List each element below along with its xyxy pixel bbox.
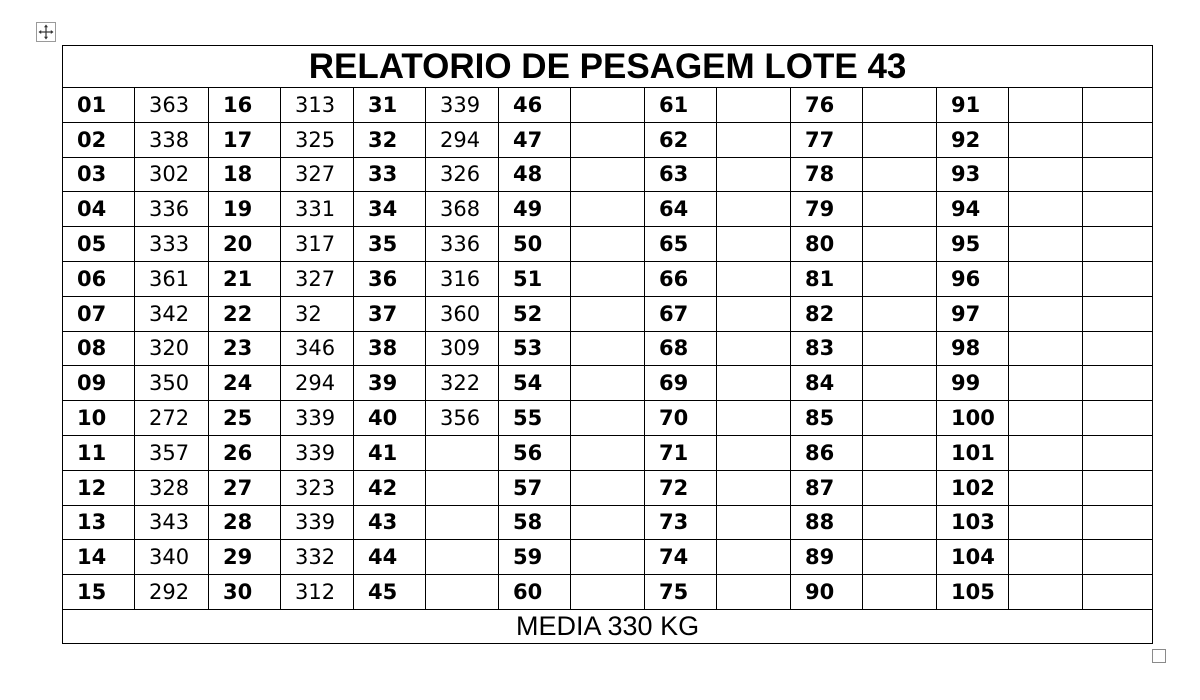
weight-cell[interactable] — [1009, 505, 1083, 540]
weight-cell[interactable] — [863, 227, 937, 262]
empty-cell[interactable] — [1083, 122, 1153, 157]
animal-number-cell[interactable]: 45 — [354, 575, 426, 610]
animal-number-cell[interactable]: 80 — [791, 227, 863, 262]
weight-cell[interactable]: 342 — [135, 296, 209, 331]
weight-cell[interactable] — [863, 88, 937, 123]
animal-number-cell[interactable]: 83 — [791, 331, 863, 366]
animal-number-cell[interactable]: 19 — [209, 192, 281, 227]
weight-cell[interactable] — [1009, 296, 1083, 331]
animal-number-cell[interactable]: 46 — [499, 88, 571, 123]
weight-cell[interactable] — [717, 157, 791, 192]
animal-number-cell[interactable]: 03 — [63, 157, 135, 192]
weight-cell[interactable] — [863, 192, 937, 227]
weight-cell[interactable] — [571, 401, 645, 436]
animal-number-cell[interactable]: 76 — [791, 88, 863, 123]
animal-number-cell[interactable]: 77 — [791, 122, 863, 157]
animal-number-cell[interactable]: 79 — [791, 192, 863, 227]
average-weight: MEDIA 330 KG — [63, 609, 1153, 643]
animal-number-cell[interactable]: 70 — [645, 401, 717, 436]
table-row — [63, 122, 1153, 157]
weight-cell[interactable] — [571, 157, 645, 192]
weight-cell[interactable] — [717, 331, 791, 366]
animal-number-cell[interactable]: 103 — [937, 505, 1009, 540]
animal-number-cell[interactable]: 27 — [209, 470, 281, 505]
weight-cell[interactable] — [717, 366, 791, 401]
weight-cell[interactable] — [571, 331, 645, 366]
animal-number-cell[interactable]: 47 — [499, 122, 571, 157]
weight-cell[interactable]: 302 — [135, 157, 209, 192]
table-row — [63, 470, 1153, 505]
animal-number-cell[interactable]: 104 — [937, 540, 1009, 575]
weight-cell[interactable] — [717, 505, 791, 540]
animal-number-cell[interactable]: 62 — [645, 122, 717, 157]
empty-cell[interactable] — [1083, 401, 1153, 436]
animal-number-cell[interactable]: 99 — [937, 366, 1009, 401]
animal-number-cell[interactable]: 01 — [63, 88, 135, 123]
report-title: RELATORIO DE PESAGEM LOTE 43 — [63, 46, 1153, 88]
weight-cell[interactable]: 339 — [281, 435, 354, 470]
weight-cell[interactable]: 320 — [135, 331, 209, 366]
table-row — [63, 157, 1153, 192]
animal-number-cell[interactable]: 12 — [63, 470, 135, 505]
weight-cell[interactable] — [1009, 122, 1083, 157]
weight-cell[interactable] — [717, 540, 791, 575]
weight-cell[interactable] — [717, 401, 791, 436]
weight-cell[interactable]: 292 — [135, 575, 209, 610]
animal-number-cell[interactable]: 06 — [63, 261, 135, 296]
weight-cell[interactable]: 312 — [281, 575, 354, 610]
animal-number-cell[interactable]: 37 — [354, 296, 426, 331]
animal-number-cell[interactable]: 22 — [209, 296, 281, 331]
weight-cell[interactable] — [717, 88, 791, 123]
animal-number-cell[interactable]: 85 — [791, 401, 863, 436]
animal-number-cell[interactable]: 78 — [791, 157, 863, 192]
animal-number-cell[interactable]: 69 — [645, 366, 717, 401]
animal-number-cell[interactable]: 36 — [354, 261, 426, 296]
weight-cell[interactable] — [717, 261, 791, 296]
animal-number-cell[interactable]: 100 — [937, 401, 1009, 436]
animal-number-cell[interactable]: 39 — [354, 366, 426, 401]
weight-cell[interactable] — [1009, 331, 1083, 366]
animal-number-cell[interactable]: 48 — [499, 157, 571, 192]
weight-cell[interactable] — [863, 401, 937, 436]
animal-number-cell[interactable]: 05 — [63, 227, 135, 262]
animal-number-cell[interactable]: 55 — [499, 401, 571, 436]
weight-cell[interactable] — [426, 435, 499, 470]
animal-number-cell[interactable]: 14 — [63, 540, 135, 575]
weight-cell[interactable]: 343 — [135, 505, 209, 540]
animal-number-cell[interactable]: 98 — [937, 331, 1009, 366]
weight-cell[interactable] — [863, 296, 937, 331]
table-row — [63, 505, 1153, 540]
table-row — [63, 227, 1153, 262]
animal-number-cell[interactable]: 50 — [499, 227, 571, 262]
weight-cell[interactable]: 327 — [281, 261, 354, 296]
empty-cell[interactable] — [1083, 192, 1153, 227]
animal-number-cell[interactable]: 20 — [209, 227, 281, 262]
weight-cell[interactable] — [1009, 192, 1083, 227]
weight-cell[interactable]: 294 — [426, 122, 499, 157]
weight-cell[interactable] — [426, 540, 499, 575]
weight-cell[interactable] — [1009, 366, 1083, 401]
animal-number-cell[interactable]: 16 — [209, 88, 281, 123]
weight-cell[interactable]: 336 — [426, 227, 499, 262]
empty-cell[interactable] — [1083, 435, 1153, 470]
weight-cell[interactable] — [863, 122, 937, 157]
weight-cell[interactable]: 309 — [426, 331, 499, 366]
table-row — [63, 88, 1153, 123]
animal-number-cell[interactable]: 25 — [209, 401, 281, 436]
animal-number-cell[interactable]: 24 — [209, 366, 281, 401]
animal-number-cell[interactable]: 44 — [354, 540, 426, 575]
weight-cell[interactable]: 331 — [281, 192, 354, 227]
animal-number-cell[interactable]: 71 — [645, 435, 717, 470]
animal-number-cell[interactable]: 72 — [645, 470, 717, 505]
weight-cell[interactable] — [571, 122, 645, 157]
animal-number-cell[interactable]: 95 — [937, 227, 1009, 262]
animal-number-cell[interactable]: 63 — [645, 157, 717, 192]
table-row — [63, 401, 1153, 436]
weight-cell[interactable]: 339 — [281, 401, 354, 436]
animal-number-cell[interactable]: 94 — [937, 192, 1009, 227]
empty-cell[interactable] — [1083, 88, 1153, 123]
animal-number-cell[interactable]: 92 — [937, 122, 1009, 157]
animal-number-cell[interactable]: 75 — [645, 575, 717, 610]
weight-cell[interactable]: 350 — [135, 366, 209, 401]
weight-cell[interactable] — [1009, 575, 1083, 610]
weighing-report-table — [62, 45, 1153, 644]
weight-cell[interactable] — [717, 122, 791, 157]
animal-number-cell[interactable]: 26 — [209, 435, 281, 470]
weight-cell[interactable] — [571, 470, 645, 505]
animal-number-cell[interactable]: 68 — [645, 331, 717, 366]
weight-cell[interactable] — [426, 575, 499, 610]
table-row — [63, 540, 1153, 575]
animal-number-cell[interactable]: 89 — [791, 540, 863, 575]
weight-cell[interactable] — [1009, 540, 1083, 575]
animal-number-cell[interactable]: 88 — [791, 505, 863, 540]
weight-cell[interactable] — [571, 366, 645, 401]
animal-number-cell[interactable]: 32 — [354, 122, 426, 157]
table-row — [63, 192, 1153, 227]
animal-number-cell[interactable]: 15 — [63, 575, 135, 610]
animal-number-cell[interactable]: 96 — [937, 261, 1009, 296]
animal-number-cell[interactable]: 17 — [209, 122, 281, 157]
table-row — [63, 331, 1153, 366]
weight-cell[interactable] — [717, 435, 791, 470]
weight-cell[interactable]: 361 — [135, 261, 209, 296]
weight-cell[interactable] — [863, 435, 937, 470]
animal-number-cell[interactable]: 58 — [499, 505, 571, 540]
animal-number-cell[interactable]: 35 — [354, 227, 426, 262]
weight-cell[interactable]: 316 — [426, 261, 499, 296]
weight-cell[interactable]: 333 — [135, 227, 209, 262]
weight-cell[interactable]: 294 — [281, 366, 354, 401]
animal-number-cell[interactable]: 11 — [63, 435, 135, 470]
weight-cell[interactable] — [1009, 435, 1083, 470]
animal-number-cell[interactable]: 08 — [63, 331, 135, 366]
animal-number-cell[interactable]: 59 — [499, 540, 571, 575]
weight-cell[interactable] — [863, 575, 937, 610]
animal-number-cell[interactable]: 21 — [209, 261, 281, 296]
weight-cell[interactable] — [571, 227, 645, 262]
animal-number-cell[interactable]: 82 — [791, 296, 863, 331]
animal-number-cell[interactable]: 86 — [791, 435, 863, 470]
animal-number-cell[interactable]: 90 — [791, 575, 863, 610]
animal-number-cell[interactable]: 73 — [645, 505, 717, 540]
weight-cell[interactable] — [1009, 227, 1083, 262]
animal-number-cell[interactable]: 87 — [791, 470, 863, 505]
weight-cell[interactable]: 323 — [281, 470, 354, 505]
animal-number-cell[interactable]: 56 — [499, 435, 571, 470]
animal-number-cell[interactable]: 60 — [499, 575, 571, 610]
weight-cell[interactable]: 356 — [426, 401, 499, 436]
animal-number-cell[interactable]: 91 — [937, 88, 1009, 123]
weight-cell[interactable] — [717, 575, 791, 610]
empty-cell[interactable] — [1083, 331, 1153, 366]
weight-cell[interactable]: 340 — [135, 540, 209, 575]
table-row — [63, 366, 1153, 401]
weight-cell[interactable]: 339 — [426, 88, 499, 123]
animal-number-cell[interactable]: 42 — [354, 470, 426, 505]
weight-cell[interactable] — [571, 575, 645, 610]
weight-cell[interactable]: 363 — [135, 88, 209, 123]
animal-number-cell[interactable]: 43 — [354, 505, 426, 540]
animal-number-cell[interactable]: 02 — [63, 122, 135, 157]
weight-cell[interactable] — [571, 540, 645, 575]
animal-number-cell[interactable]: 54 — [499, 366, 571, 401]
weight-cell[interactable]: 360 — [426, 296, 499, 331]
weight-cell[interactable] — [863, 470, 937, 505]
animal-number-cell[interactable]: 61 — [645, 88, 717, 123]
animal-number-cell[interactable]: 93 — [937, 157, 1009, 192]
weight-cell[interactable] — [717, 296, 791, 331]
animal-number-cell[interactable]: 04 — [63, 192, 135, 227]
animal-number-cell[interactable]: 65 — [645, 227, 717, 262]
animal-number-cell[interactable]: 07 — [63, 296, 135, 331]
weight-cell[interactable] — [717, 192, 791, 227]
weight-cell[interactable]: 327 — [281, 157, 354, 192]
table-row — [63, 296, 1153, 331]
animal-number-cell[interactable]: 52 — [499, 296, 571, 331]
empty-cell[interactable] — [1083, 366, 1153, 401]
empty-cell[interactable] — [1083, 261, 1153, 296]
animal-number-cell[interactable]: 74 — [645, 540, 717, 575]
animal-number-cell[interactable]: 84 — [791, 366, 863, 401]
animal-number-cell[interactable]: 67 — [645, 296, 717, 331]
weight-cell[interactable] — [571, 261, 645, 296]
empty-cell[interactable] — [1083, 296, 1153, 331]
animal-number-cell[interactable]: 102 — [937, 470, 1009, 505]
weight-cell[interactable]: 32 — [281, 296, 354, 331]
weight-cell[interactable]: 325 — [281, 122, 354, 157]
weight-cell[interactable] — [571, 88, 645, 123]
animal-number-cell[interactable]: 64 — [645, 192, 717, 227]
weight-cell[interactable] — [571, 296, 645, 331]
empty-cell[interactable] — [1083, 227, 1153, 262]
table-row — [63, 575, 1153, 610]
weight-cell[interactable] — [717, 470, 791, 505]
animal-number-cell[interactable]: 31 — [354, 88, 426, 123]
animal-number-cell[interactable]: 101 — [937, 435, 1009, 470]
animal-number-cell[interactable]: 40 — [354, 401, 426, 436]
empty-cell[interactable] — [1083, 505, 1153, 540]
animal-number-cell[interactable]: 34 — [354, 192, 426, 227]
animal-number-cell[interactable]: 57 — [499, 470, 571, 505]
animal-number-cell[interactable]: 10 — [63, 401, 135, 436]
weight-cell[interactable] — [863, 261, 937, 296]
weight-cell[interactable] — [1009, 88, 1083, 123]
table-row — [63, 435, 1153, 470]
animal-number-cell[interactable]: 53 — [499, 331, 571, 366]
empty-cell[interactable] — [1083, 470, 1153, 505]
table-resize-handle-icon[interactable] — [1152, 649, 1166, 663]
animal-number-cell[interactable]: 23 — [209, 331, 281, 366]
empty-cell[interactable] — [1083, 540, 1153, 575]
empty-cell[interactable] — [1083, 575, 1153, 610]
empty-cell[interactable] — [1083, 157, 1153, 192]
weight-cell[interactable] — [863, 157, 937, 192]
weight-cell[interactable]: 346 — [281, 331, 354, 366]
weight-cell[interactable]: 317 — [281, 227, 354, 262]
animal-number-cell[interactable]: 97 — [937, 296, 1009, 331]
table-move-handle-icon[interactable] — [36, 22, 56, 42]
weight-cell[interactable] — [1009, 261, 1083, 296]
animal-number-cell[interactable]: 41 — [354, 435, 426, 470]
animal-number-cell[interactable]: 51 — [499, 261, 571, 296]
weight-cell[interactable] — [1009, 401, 1083, 436]
weight-cell[interactable]: 272 — [135, 401, 209, 436]
weight-cell[interactable] — [571, 435, 645, 470]
weight-cell[interactable]: 357 — [135, 435, 209, 470]
weight-cell[interactable] — [863, 331, 937, 366]
animal-number-cell[interactable]: 29 — [209, 540, 281, 575]
weight-cell[interactable]: 313 — [281, 88, 354, 123]
weight-cell[interactable] — [863, 505, 937, 540]
animal-number-cell[interactable]: 66 — [645, 261, 717, 296]
weight-cell[interactable] — [571, 192, 645, 227]
weight-cell[interactable]: 338 — [135, 122, 209, 157]
weight-cell[interactable]: 332 — [281, 540, 354, 575]
weight-cell[interactable]: 326 — [426, 157, 499, 192]
animal-number-cell[interactable]: 28 — [209, 505, 281, 540]
animal-number-cell[interactable]: 38 — [354, 331, 426, 366]
animal-number-cell[interactable]: 30 — [209, 575, 281, 610]
weight-cell[interactable]: 368 — [426, 192, 499, 227]
weight-cell[interactable] — [1009, 470, 1083, 505]
table-row — [63, 261, 1153, 296]
weight-cell[interactable] — [863, 540, 937, 575]
animal-number-cell[interactable]: 105 — [937, 575, 1009, 610]
weight-cell[interactable] — [717, 227, 791, 262]
weight-cell[interactable]: 322 — [426, 366, 499, 401]
weight-cell[interactable]: 339 — [281, 505, 354, 540]
animal-number-cell[interactable]: 81 — [791, 261, 863, 296]
animal-number-cell[interactable]: 33 — [354, 157, 426, 192]
animal-number-cell[interactable]: 49 — [499, 192, 571, 227]
weight-cell[interactable]: 336 — [135, 192, 209, 227]
animal-number-cell[interactable]: 18 — [209, 157, 281, 192]
animal-number-cell[interactable]: 13 — [63, 505, 135, 540]
weight-cell[interactable] — [426, 505, 499, 540]
weight-cell[interactable] — [1009, 157, 1083, 192]
weight-cell[interactable]: 328 — [135, 470, 209, 505]
animal-number-cell[interactable]: 09 — [63, 366, 135, 401]
weight-cell[interactable] — [571, 505, 645, 540]
weight-cell[interactable] — [863, 366, 937, 401]
weight-cell[interactable] — [426, 470, 499, 505]
